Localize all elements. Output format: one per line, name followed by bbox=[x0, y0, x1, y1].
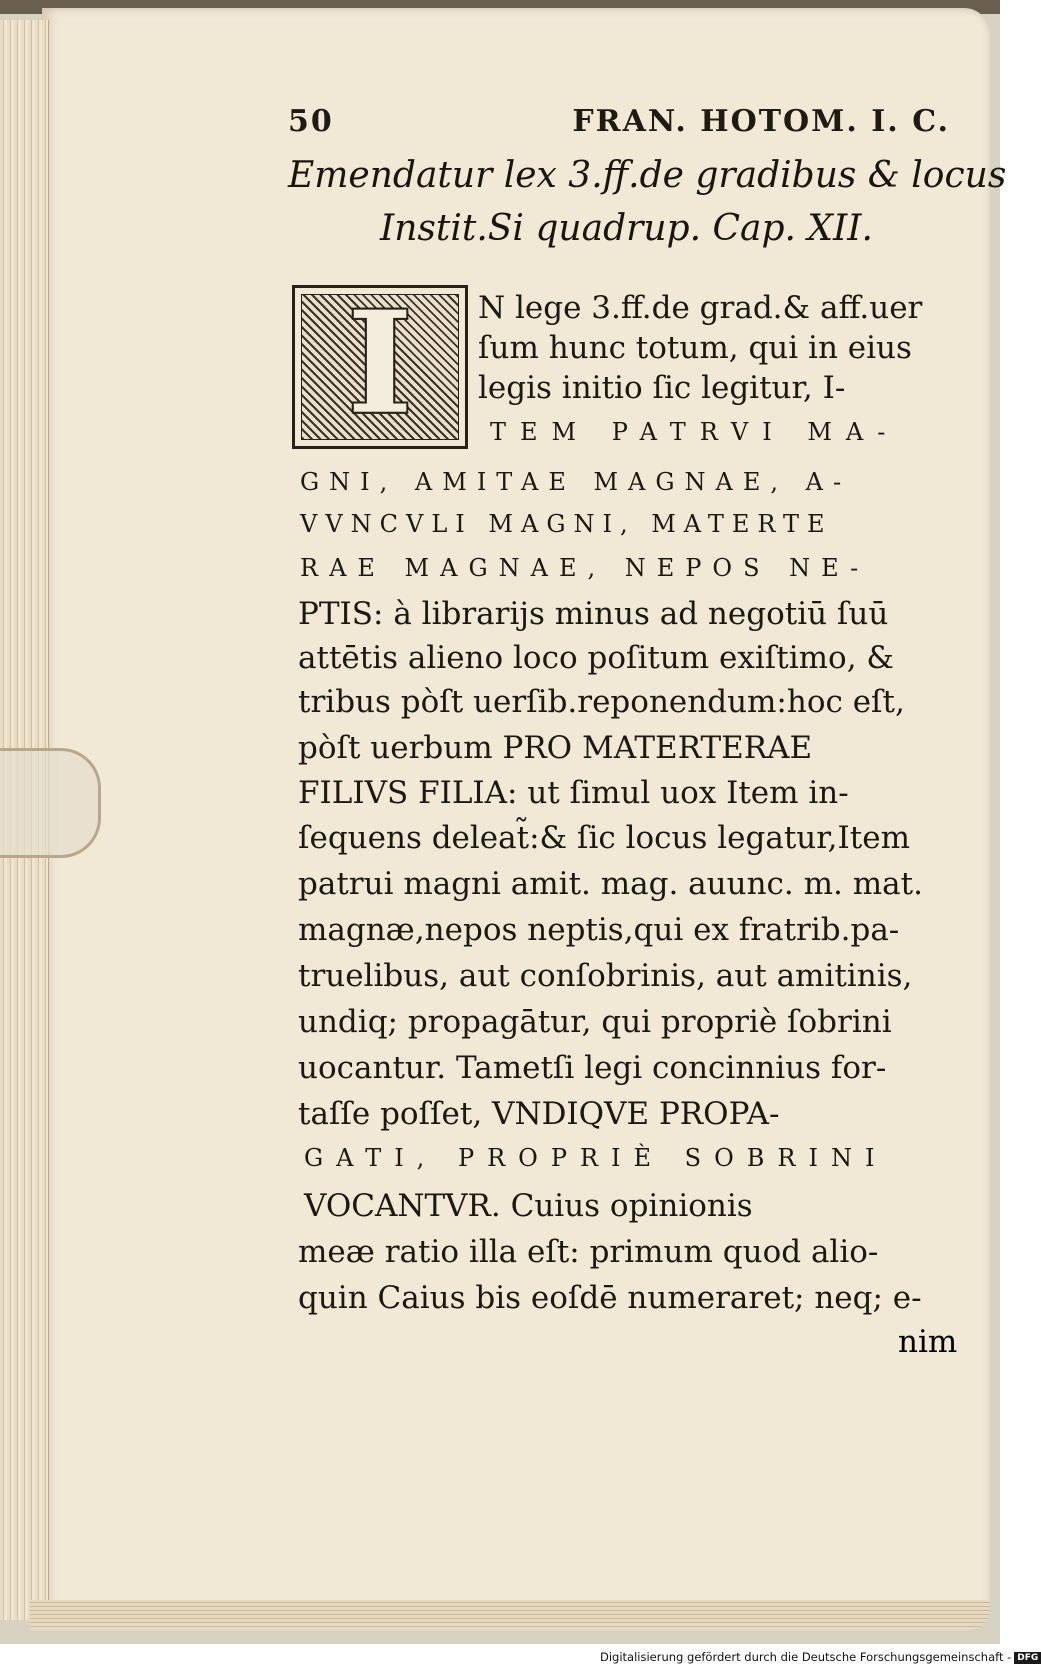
page-number: 50 bbox=[288, 104, 334, 139]
body-line: GNI, AMITAE MAGNAE, A- bbox=[300, 468, 852, 496]
body-line: ſum hunc totum, qui in eius bbox=[478, 330, 912, 366]
body-line: TEM PATRVI MA- bbox=[490, 418, 900, 446]
body-line: GATI, PROPRIÈ SOBRINI bbox=[304, 1144, 888, 1172]
body-line: taſſe poſſet, VNDIQVE PROPA- bbox=[298, 1096, 780, 1132]
page-clip bbox=[0, 748, 101, 858]
body-line: N lege 3.ff.de grad.& aff.uer bbox=[478, 290, 923, 326]
catchword: nim bbox=[898, 1324, 958, 1360]
body-line: VVNCVLI MAGNI, MATERTE bbox=[300, 510, 833, 538]
initial-letter: I bbox=[347, 281, 413, 446]
body-line: meæ ratio illa eſt: primum quod alio- bbox=[298, 1234, 879, 1270]
body-line: attētis alieno loco poſitum exiſtimo, & bbox=[298, 640, 894, 676]
body-line: tribus pòſt uerſib.reponendum:hoc eſt, bbox=[298, 684, 905, 720]
body-line: FILIVS FILIA: ut ſimul uox Item in- bbox=[298, 775, 849, 811]
running-head-author: FRAN. HOTOM. I. C. bbox=[572, 104, 950, 139]
body-line: ſequens deleat̃:& ſic locus legatur,Item bbox=[298, 820, 910, 856]
running-head bbox=[288, 104, 956, 139]
paper-page bbox=[42, 8, 990, 1623]
body-line: undiq; propagātur, qui propriè ſobrini bbox=[298, 1004, 892, 1040]
body-line: quin Caius bis eoſdē numeraret; neq; e- bbox=[298, 1280, 922, 1316]
credit-text: Digitalisierung gefördert durch die Deutsche Forschungsgemeinschaft - bbox=[600, 1650, 1012, 1664]
body-line: magnæ,nepos neptis,qui ex fratrib.pa- bbox=[298, 912, 900, 948]
body-line: pòſt uerbum PRO MATERTERAE bbox=[298, 730, 813, 766]
body-line: VOCANTVR. Cuius opinionis bbox=[304, 1188, 753, 1224]
body-line: truelibus, aut conſobrinis, aut amitinis, bbox=[298, 958, 913, 994]
body-line: uocantur. Tametſi legi concinnius for- bbox=[298, 1050, 887, 1086]
page-edges-bottom bbox=[30, 1600, 990, 1630]
body-line: legis initio ſic legitur, I- bbox=[478, 370, 846, 406]
chapter-heading-line-1: Emendatur lex 3.ff.de gradibus & locus bbox=[288, 155, 1007, 196]
body-line: patrui magni amit. mag. auunc. m. mat. bbox=[298, 866, 923, 902]
dfg-logo: DFG bbox=[1014, 1652, 1041, 1664]
digitization-credit bbox=[600, 1650, 1039, 1668]
decorated-initial bbox=[292, 281, 468, 449]
chapter-heading-line-2: Instit.Si quadrup. Cap. XII. bbox=[380, 208, 873, 249]
body-line: RAE MAGNAE, NEPOS NE- bbox=[300, 554, 870, 582]
body-line: PTIS: à librarijs minus ad negotiū ſuū bbox=[298, 596, 889, 632]
